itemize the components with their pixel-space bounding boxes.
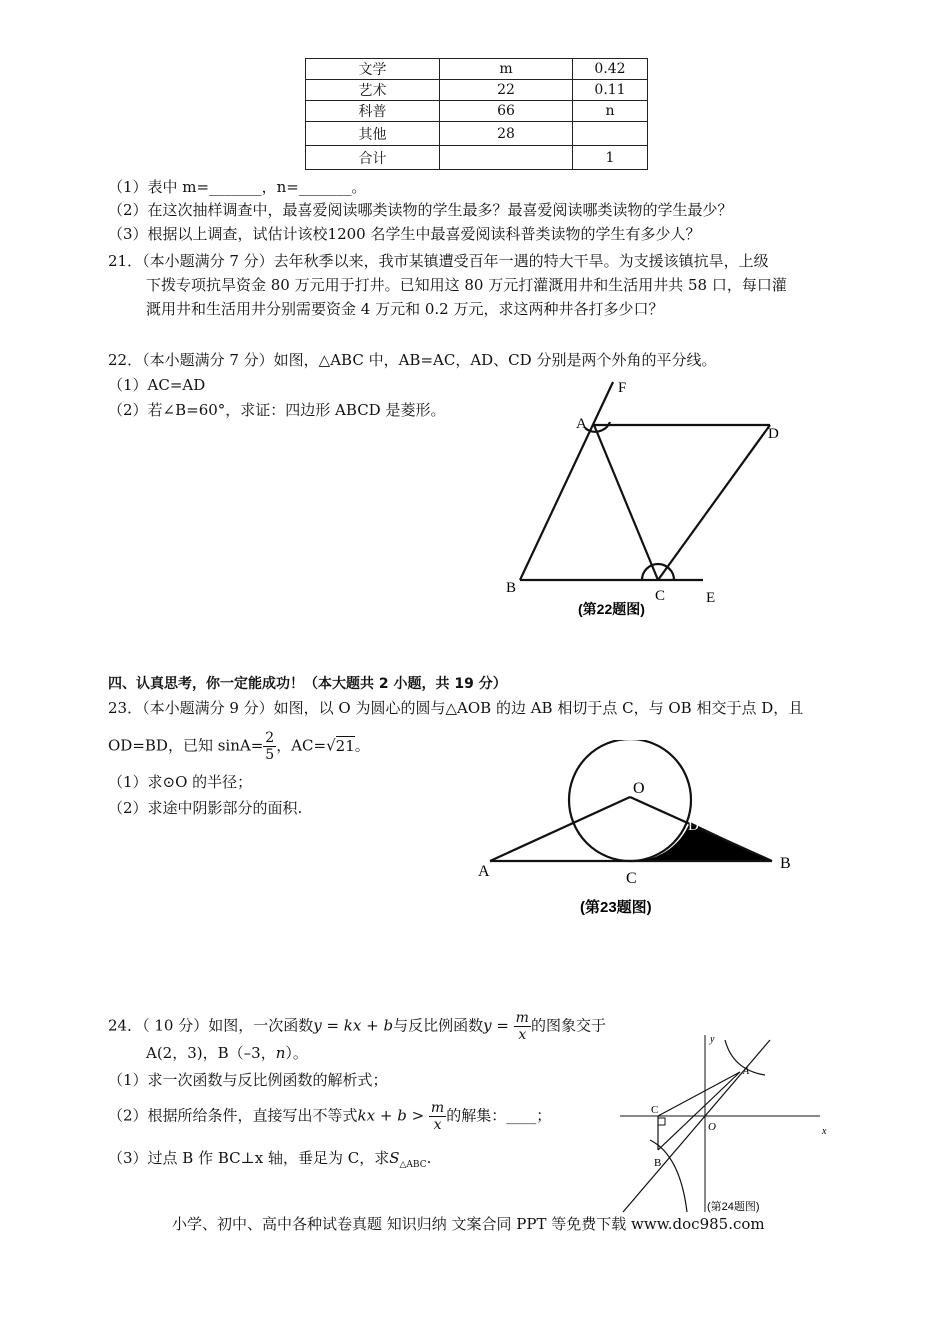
- q23-line2-text: ，AC=: [276, 736, 327, 755]
- table-row: [306, 101, 648, 122]
- q22-caption: (第22题图): [578, 601, 645, 617]
- table-cell: [573, 122, 648, 146]
- q23-part2: （2）求途中阴影部分的面积.: [108, 799, 303, 817]
- table-cell: 合计: [306, 146, 440, 170]
- q23-part1: （1）求⊙O 的半径；: [108, 773, 253, 791]
- q22-part2: （2）若∠B=60°，求证：四边形 ABCD 是菱形。: [108, 401, 446, 419]
- label-C: C: [655, 588, 666, 604]
- q23-stem: 23．（本小题满分 9 分）如图，以 O 为圆心的圆与△AOB 的边 AB 相切于点 C，与 OB 相交于点 D，且: [108, 699, 804, 717]
- sqrt-symbol: √: [326, 736, 336, 755]
- table-row: [306, 146, 648, 170]
- q24-stem-text: 的图象交于: [530, 1016, 606, 1035]
- table-cell: [440, 146, 573, 170]
- q24-part2-text: 的解集：____；: [446, 1106, 552, 1125]
- label-F: F: [618, 380, 627, 396]
- q24-part2: [108, 1100, 551, 1133]
- label-D: D: [768, 426, 779, 442]
- q21-line3: 溉用井和生活用井分别需要资金 4 万元和 0.2 万元，求这两种井各打多少口？: [146, 300, 664, 318]
- table-row: [306, 80, 648, 101]
- fraction: [514, 1010, 531, 1043]
- table-cell: 22: [440, 80, 573, 101]
- q24-points-n: n: [275, 1044, 286, 1062]
- label-D: D: [688, 818, 699, 834]
- q24-part1: （1）求一次函数与反比例函数的解析式；: [108, 1071, 388, 1089]
- label-O: O: [633, 780, 645, 797]
- q24-points-text: A(2，3)，B（–3，: [146, 1044, 276, 1062]
- label-C: C: [626, 870, 637, 887]
- linear-function: y = kx + b: [313, 1016, 394, 1035]
- fraction-denominator: x: [518, 1027, 527, 1043]
- table-cell: 0.11: [573, 80, 648, 101]
- label-B: B: [780, 855, 791, 872]
- page-footer: 小学、初中、高中各种试卷真题 知识归纳 文案合同 PPT 等免费下载 www.doc985.com: [172, 1215, 765, 1233]
- fraction: [263, 730, 276, 763]
- inverse-function-lhs: y =: [483, 1016, 509, 1035]
- table-cell: 1: [573, 146, 648, 170]
- label-E: E: [706, 590, 716, 606]
- label-B: B: [654, 1157, 662, 1169]
- table-cell: 66: [440, 101, 573, 122]
- q24-stem-text: 与反比例函数: [393, 1016, 484, 1035]
- q20-part2: （2）在这次抽样调查中，最喜爱阅读哪类读物的学生最多？最喜爱阅读哪类读物的学生最少？: [108, 201, 733, 219]
- section-4-title: 四、认真思考，你一定能成功！（本大题共 2 小题，共 19 分）: [108, 676, 507, 692]
- sqrt-value: 21: [335, 736, 355, 755]
- label-C: C: [651, 1104, 659, 1116]
- table-cell: m: [440, 59, 573, 80]
- q24-part3: [108, 1148, 431, 1175]
- q23-line2: [108, 730, 370, 763]
- table-cell: 艺术: [306, 80, 440, 101]
- q22-stem: 22．（本小题满分 7 分）如图，△ABC 中，AB=AC，AD、CD 分别是两个外角的平分线。: [108, 351, 717, 369]
- q23-caption: (第23题图): [580, 899, 652, 916]
- q20-part3: （3）根据以上调查，试估计该校1200 名学生中最喜爱阅读科普类读物的学生有多少人？: [108, 225, 701, 243]
- q23-figure: [470, 740, 800, 925]
- fraction-denominator: x: [433, 1117, 442, 1133]
- fraction-denominator: 5: [265, 747, 275, 763]
- q24-part3-text: （3）过点 B 作 BC⊥x 轴，垂足为 C，求: [108, 1149, 390, 1167]
- label-A: A: [576, 416, 587, 432]
- q24-part3-text: .: [426, 1149, 432, 1167]
- q24-points: [146, 1043, 308, 1063]
- label-B: B: [506, 580, 517, 596]
- origin-label: O: [708, 1121, 716, 1133]
- label-A: A: [478, 863, 490, 880]
- q22-figure: [490, 370, 820, 625]
- q23-line2-text: OD=BD，已知 sinA=: [108, 736, 264, 755]
- q21-line2: 下拨专项抗旱资金 80 万元用于打井。已知用这 80 万元打灌溉用井和生活用井共 58 口，每口灌: [146, 276, 787, 294]
- axis-x-label: x: [822, 1126, 827, 1137]
- table-cell: 科普: [306, 101, 440, 122]
- q21-line1: 21．（本小题满分 7 分）去年秋季以来，我市某镇遭受百年一遇的特大干旱。为支援该镇抗旱，上级: [108, 252, 769, 270]
- q24-stem: [108, 1010, 606, 1043]
- inequality: kx + b >: [357, 1106, 425, 1125]
- table-cell: 28: [440, 122, 573, 146]
- area-subscript: △ABC: [399, 1160, 427, 1170]
- table-row: [306, 122, 648, 146]
- table-cell: 0.42: [573, 59, 648, 80]
- frequency-table: [305, 58, 648, 170]
- axis-y-label: y: [710, 1034, 715, 1045]
- table-row: [306, 59, 648, 80]
- fraction-numerator: 2: [265, 730, 275, 746]
- table-cell: n: [573, 101, 648, 122]
- q24-figure: [615, 1030, 845, 1215]
- table-cell: 文学: [306, 59, 440, 80]
- q24-caption: (第24题图): [707, 1201, 760, 1213]
- fraction-numerator: m: [430, 1100, 445, 1116]
- q24-stem-text: 24．（ 10 分）如图，一次函数: [108, 1016, 314, 1035]
- fraction: [429, 1100, 446, 1133]
- area-symbol: S: [389, 1149, 400, 1167]
- q24-points-text: ）。: [285, 1044, 308, 1062]
- q20-part1: （1）表中 m=_______，n=_______。: [108, 178, 367, 196]
- q24-part2-text: （2）根据所给条件，直接写出不等式: [108, 1106, 358, 1125]
- table-cell: 其他: [306, 122, 440, 146]
- fraction-numerator: m: [515, 1010, 529, 1026]
- q22-part1: （1）AC=AD: [108, 376, 206, 394]
- label-A: A: [743, 1066, 750, 1077]
- q23-line2-text: 。: [354, 736, 370, 755]
